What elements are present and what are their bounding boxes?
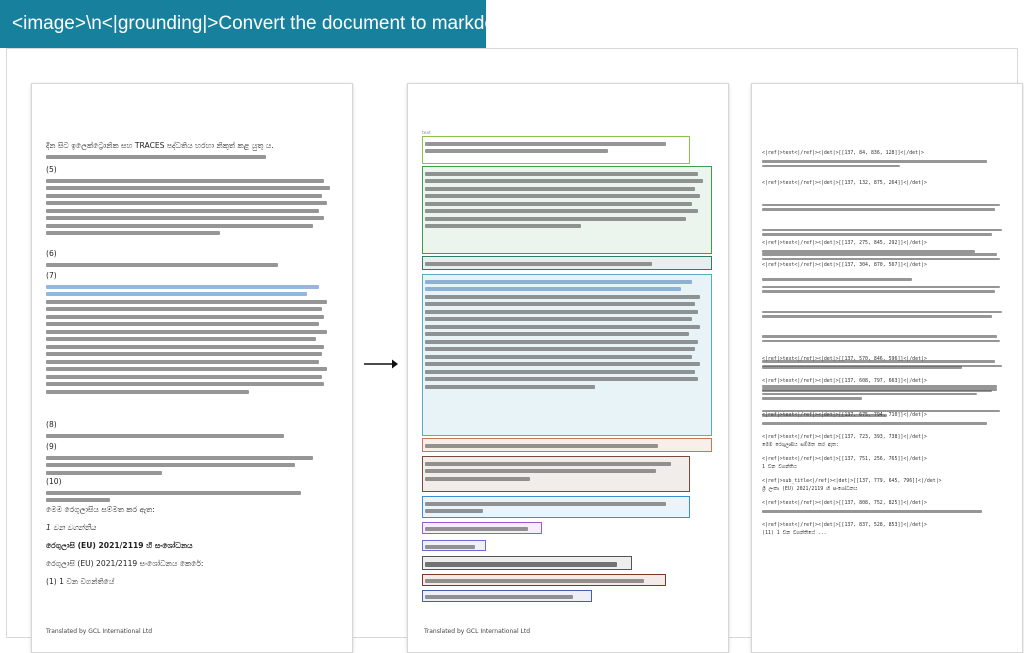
ref-line-2: <|ref|>text<|/ref|><|det|>[[137, 132, 875, 264]]<|/det|>: [762, 180, 927, 186]
output-heading: ශ්‍රී ලංකා (EU) 2021/2119 හි සංශෝධනය: [762, 486, 858, 492]
ref-line-10: <|ref|>sub_title<|/ref|><|det|>[[137, 779, 645, 796]]<|/det|>: [762, 478, 942, 484]
output-item: (11) 1 වන වගන්තියේ ...: [762, 530, 827, 536]
tag-label: text: [422, 131, 431, 136]
annotated-footer: Translated by GCL International Ltd: [424, 628, 531, 635]
box-intro: [422, 136, 690, 164]
para-9-label: (9): [46, 442, 57, 451]
annotated-page: [407, 83, 729, 653]
box-para-5: [422, 166, 712, 254]
box-item-1: [422, 590, 592, 602]
footer-text: Translated by GCL International Ltd: [46, 628, 153, 635]
ref-line-5: <|ref|>text<|/ref|><|det|>[[137, 570, 846, 596]]<|/det|>: [762, 356, 927, 362]
para-5-label: (5): [46, 165, 57, 174]
source-page: [31, 83, 353, 653]
ref-line-4: <|ref|>text<|/ref|><|det|>[[137, 304, 870, 567]]<|/det|>: [762, 262, 927, 268]
right-arrow-icon: [363, 357, 399, 371]
box-para-8: [422, 438, 712, 452]
adopted-text: මෙම රෙගුලාසිය සම්මත කර ඇත:: [46, 505, 155, 514]
item-1-text: (1) 1 වන වගන්තියේ: [46, 577, 115, 586]
ref-line-3: <|ref|>text<|/ref|><|det|>[[137, 275, 845, 292]]<|/det|>: [762, 240, 927, 246]
output-article: 1 වන වගන්තිය: [762, 464, 797, 470]
markdown-output-page: [751, 83, 1023, 653]
para-10-label: (10): [46, 477, 62, 486]
output-adopted: මෙම රෙගුලාසිය සම්මත කර ඇත:: [762, 442, 839, 448]
article-label: 1 වන වගන්තිය: [46, 523, 96, 532]
subheading-text: රෙගුලාසි (EU) 2021/2119 සංශෝධනය කෙරේ:: [46, 559, 204, 568]
ref-line-1: <|ref|>text<|/ref|><|det|>[[137, 84, 836, 128]]<|/det|>: [762, 150, 924, 156]
box-subheading: [422, 574, 666, 586]
para-6-label: (6): [46, 249, 57, 258]
ref-line-9: <|ref|>text<|/ref|><|det|>[[137, 751, 256, 765]]<|/det|>: [762, 456, 927, 462]
box-heading: [422, 556, 632, 570]
box-para-9: [422, 456, 690, 492]
ref-line-11: <|ref|>text<|/ref|><|det|>[[137, 808, 752, 825]]<|/det|>: [762, 500, 927, 506]
ref-line-6: <|ref|>text<|/ref|><|det|>[[137, 608, 797, 663]]<|/det|>: [762, 378, 927, 384]
para-8-label: (8): [46, 420, 57, 429]
box-adopted: [422, 522, 542, 534]
box-para-7: [422, 274, 712, 436]
prompt-banner: <image>\n<|grounding|>Convert the document to markdown.: [0, 0, 486, 48]
ref-line-12: <|ref|>text<|/ref|><|det|>[[137, 837, 528, 853]]<|/det|>: [762, 522, 927, 528]
ref-line-8: <|ref|>text<|/ref|><|det|>[[137, 723, 393, 738]]<|/det|>: [762, 434, 927, 440]
box-para-6: [422, 256, 712, 270]
para-7-label: (7): [46, 271, 57, 280]
box-article: [422, 540, 486, 551]
intro-text: දින සිට ඉලෙක්ට්‍රොනික සහ TRACES පද්ධතිය හරහා නිකුත් කළ යුතු ය.: [46, 141, 274, 150]
heading-text: රෙගුලාසි (EU) 2021/2119 හි සංශෝධනය: [46, 541, 193, 550]
box-para-10: [422, 496, 690, 518]
ref-line-7: <|ref|>text<|/ref|><|det|>[[137, 675, 794, 710]]<|/det|>: [762, 412, 927, 418]
figure-canvas: [6, 48, 1018, 638]
